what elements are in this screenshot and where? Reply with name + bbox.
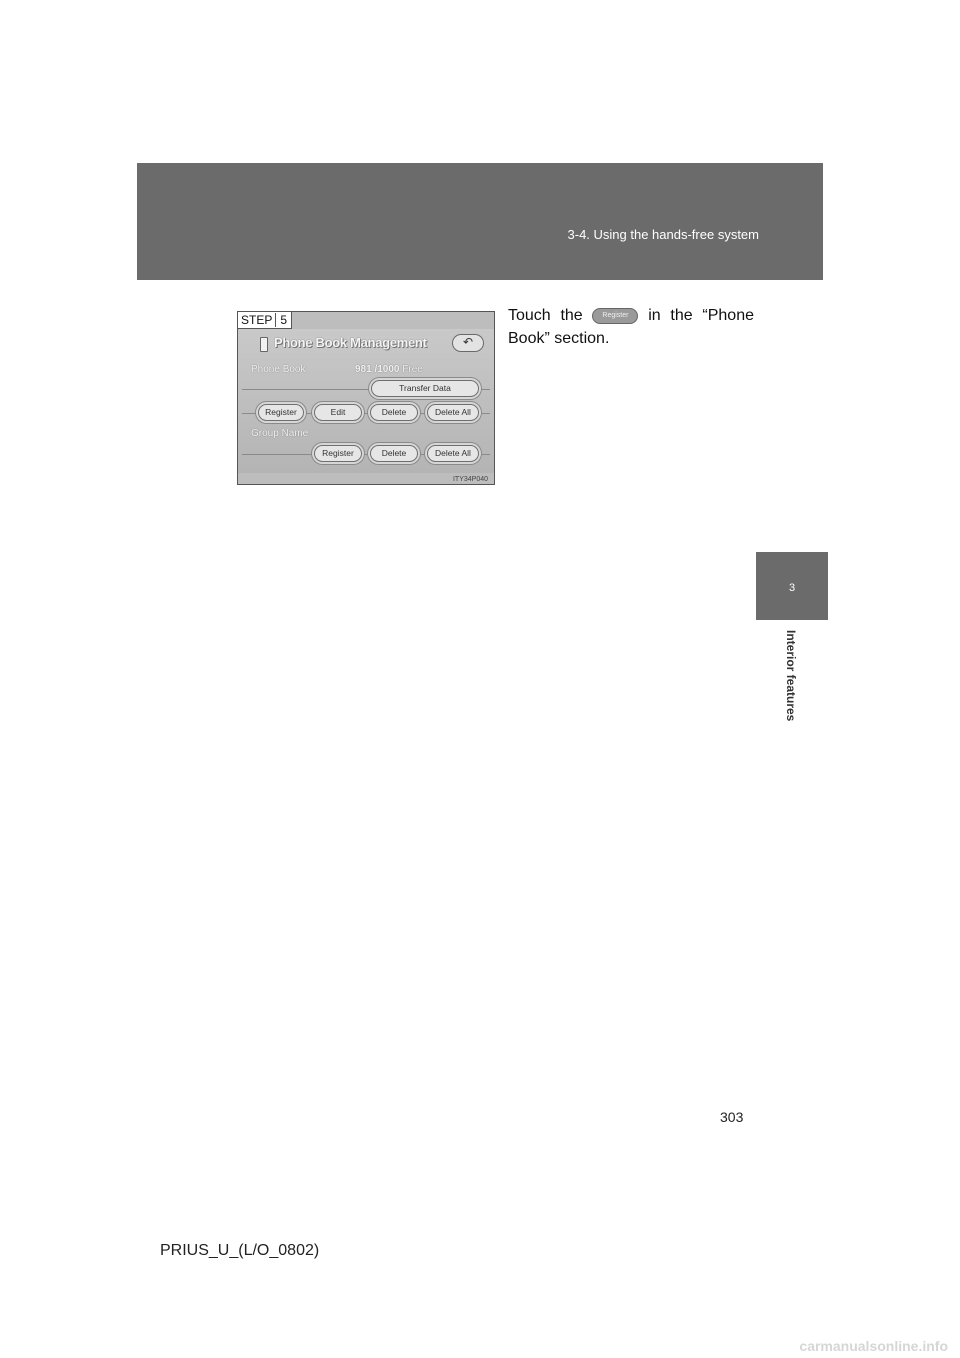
chapter-tab — [756, 552, 828, 620]
screen-title: Phone Book Management — [274, 335, 427, 350]
group-delete-button[interactable]: Delete — [370, 445, 418, 462]
chapter-number: 3 — [788, 582, 796, 594]
instruction-line-2: Book” section. — [508, 330, 610, 347]
phone-icon — [260, 337, 268, 352]
phone-book-edit-button[interactable]: Edit — [314, 404, 362, 421]
phone-book-label: Phone Book — [251, 364, 306, 375]
return-arrow-icon: ↶ — [462, 335, 474, 349]
watermark: carmanualsonline.info — [799, 1338, 948, 1354]
count-suffix: Free — [402, 364, 423, 375]
phone-book-delete-button[interactable]: Delete — [370, 404, 418, 421]
instruction-word: in — [648, 307, 661, 324]
phone-book-delete-all-button[interactable]: Delete All — [427, 404, 479, 421]
figure-code: ITY34P040 — [452, 476, 488, 483]
header-band — [137, 163, 823, 280]
instruction-text — [508, 304, 754, 350]
instruction-word: Touch — [508, 307, 551, 324]
group-register-button[interactable]: Register — [314, 445, 362, 462]
step-badge — [238, 312, 292, 329]
document-code: PRIUS_U_(L/O_0802) — [160, 1242, 320, 1259]
step-word: STEP — [241, 313, 273, 327]
phone-book-screen — [238, 329, 494, 473]
instruction-word: the — [560, 307, 583, 324]
back-button[interactable] — [452, 334, 484, 352]
step-number: 5 — [275, 313, 291, 327]
instruction-word: “Phone — [702, 307, 754, 324]
inline-register-button: Register — [592, 308, 638, 324]
section-title: 3-4. Using the hands-free system — [567, 227, 759, 242]
chapter-label: Interior features — [784, 630, 798, 722]
phone-book-count — [355, 364, 423, 375]
screen-figure — [237, 311, 495, 485]
page-number: 303 — [720, 1109, 744, 1125]
count-value: 981 /1000 — [355, 364, 400, 375]
instruction-line-1 — [508, 304, 754, 327]
phone-book-register-button[interactable]: Register — [258, 404, 304, 421]
instruction-word: the — [670, 307, 693, 324]
transfer-data-button[interactable]: Transfer Data — [371, 380, 479, 397]
group-name-label: Group Name — [251, 428, 309, 439]
group-delete-all-button[interactable]: Delete All — [427, 445, 479, 462]
